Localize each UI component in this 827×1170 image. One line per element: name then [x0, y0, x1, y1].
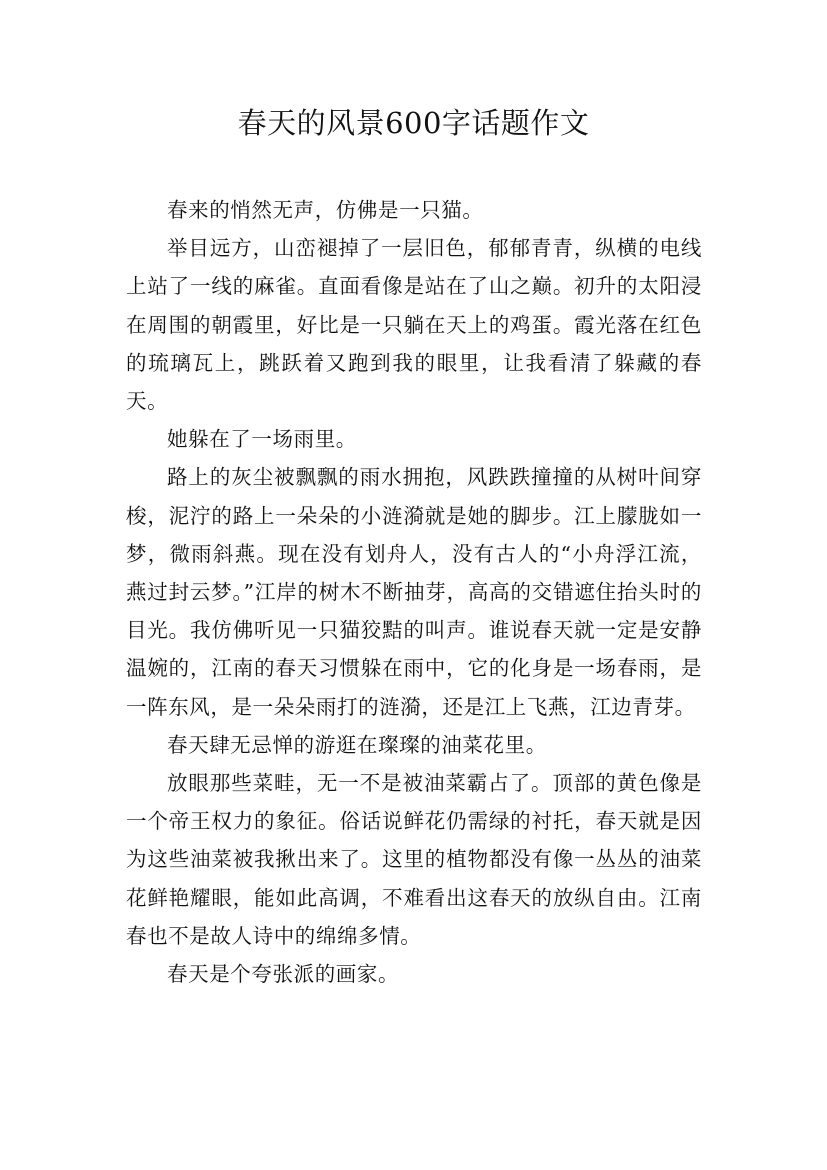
paragraph: 放眼那些菜畦，无一不是被油菜霸占了。顶部的黄色像是一个帝王权力的象征。俗话说鲜花仍需绿的衬托，春天就是因为这些油菜被我揪出来了。这里的植物都没有像一丛丛的油菜花鲜艳耀眼，能如此高调，不难看出这春天的放纵自由。江南春也不是故人诗中的绵绵多情。 [126, 771, 702, 948]
document-body [126, 191, 702, 993]
paragraph: 春天是个夸张派的画家。 [167, 962, 400, 987]
document-title: 春天的风景600字话题作文 [237, 106, 590, 140]
paragraph: 春来的悄然无声，仿佛是一只猫。 [167, 198, 484, 222]
paragraph: 春天肆无忌惮的游逛在璨璨的油菜花里。 [167, 732, 547, 757]
paragraph: 她躲在了一场雨里。 [167, 427, 357, 452]
paragraph: 举目远方，山峦褪掉了一层旧色，郁郁青青，纵横的电线上站了一线的麻雀。直面看像是站在了山之巅。初升的太阳浸在周围的朝霞里，好比是一只躺在天上的鸡蛋。霞光落在红色的琉璃瓦上，跳跃着又跑到我的眼里，让我看清了躲藏的春天。 [126, 236, 702, 414]
paragraph: 路上的灰尘被飘飘的雨水拥抱，风跌跌撞撞的从树叶间穿梭，泥泞的路上一朵朵的小涟漪就是她的脚步。江上朦胧如一梦，微雨斜燕。现在没有划舟人，没有古人的“小舟浮江流，燕过封云梦。”江岸的树木不断抽芽，高高的交错遮住抬头时的目光。我仿佛听见一只猫狡黠的叫声。谁说春天就一定是安静温婉的，江南的春天习惯躲在雨中，它的化身是一场春雨，是一阵东风，是一朵朵雨打的涟漪，还是江上飞燕，江边青芽。 [126, 465, 702, 719]
